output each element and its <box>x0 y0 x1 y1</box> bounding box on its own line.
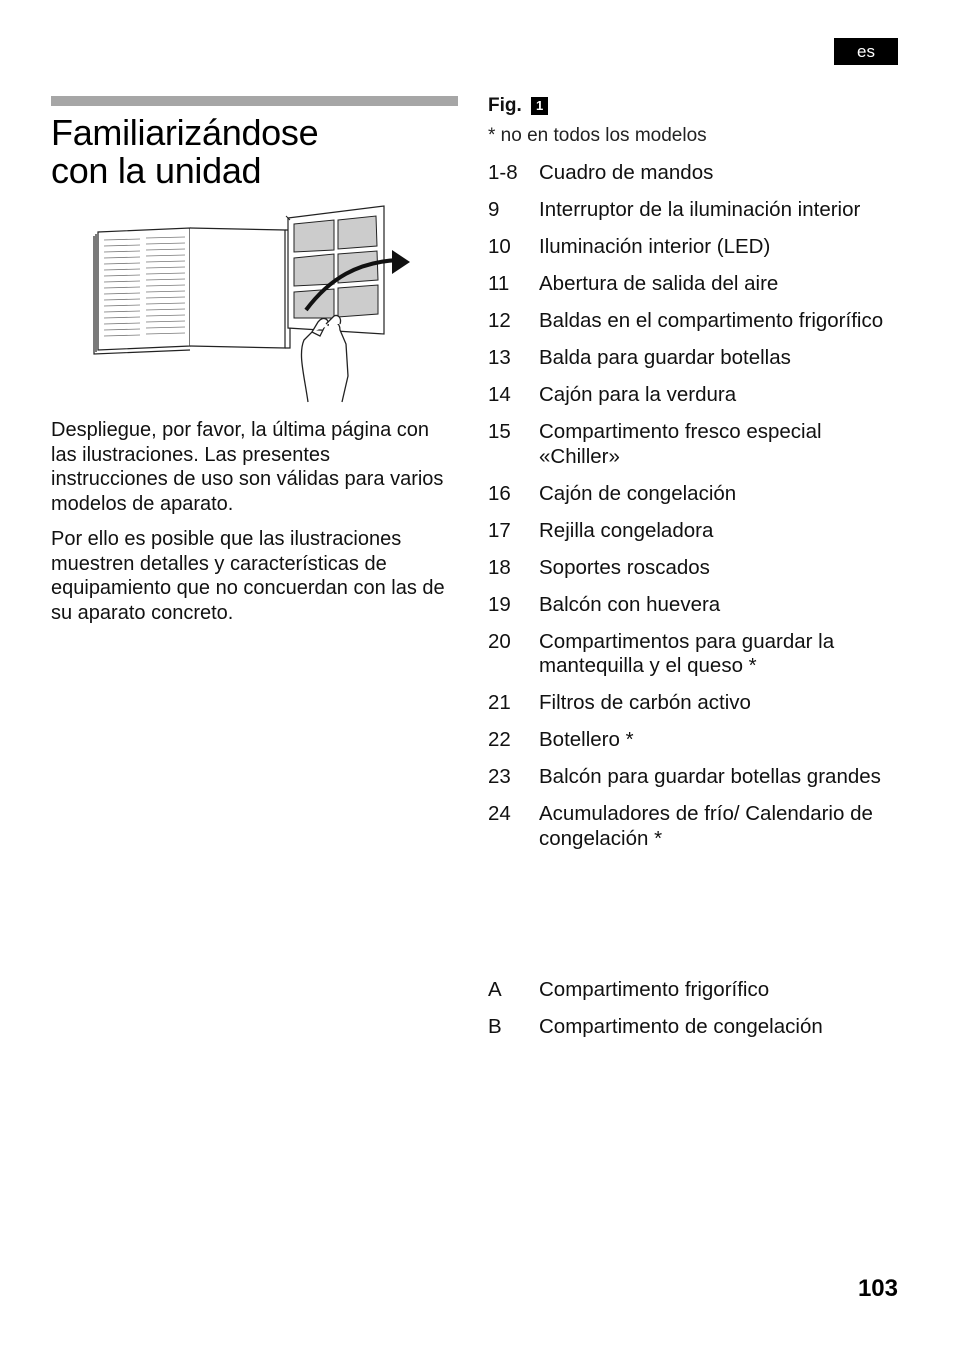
legend-item <box>488 420 908 469</box>
unfold-manual-illustration <box>90 204 415 404</box>
legend-item-number: 16 <box>488 481 511 505</box>
legend-item <box>488 765 908 790</box>
legend-item-number: 11 <box>488 272 510 295</box>
legend-item-number: 13 <box>488 346 511 369</box>
legend-item <box>488 272 908 297</box>
figure-label <box>488 94 908 118</box>
figure-number-badge: 1 <box>531 97 548 115</box>
legend-item-label: Cajón de congelación <box>539 481 737 505</box>
legend-item-number: 12 <box>488 309 511 332</box>
legend-item <box>488 161 908 186</box>
page-title-line-2: con la unidad <box>51 150 262 191</box>
language-tab: es <box>834 38 898 65</box>
legend-item-number: 18 <box>488 555 511 579</box>
legend-item-number: 9 <box>488 198 500 221</box>
legend-item <box>488 556 908 581</box>
legend-item-label: Compartimento fresco especial «Chiller» <box>539 420 822 468</box>
legend-item-label: Cajón para la verdura <box>539 383 737 406</box>
legend-item-label: Cuadro de mandos <box>539 161 714 184</box>
legend-item <box>488 519 908 544</box>
legend-item-number: 20 <box>488 629 511 653</box>
legend-item <box>488 198 908 223</box>
legend-item <box>488 630 908 679</box>
figure-label-text: Fig. <box>488 95 522 116</box>
legend-item-number: 19 <box>488 592 511 616</box>
legend-item <box>488 346 908 371</box>
legend-item <box>488 235 908 260</box>
legend-item <box>488 978 908 1003</box>
footnote: * no en todos los modelos <box>488 125 707 146</box>
legend-item-label: Compartimento de congelación <box>539 1015 823 1038</box>
legend-item-label: Iluminación interior (LED) <box>539 235 771 258</box>
legend-item-number: 10 <box>488 235 511 258</box>
intro-text <box>51 418 446 636</box>
compartments-list <box>488 978 908 1052</box>
legend-item <box>488 728 908 753</box>
page-number: 103 <box>857 1275 898 1302</box>
legend-item-number: B <box>488 1015 502 1038</box>
legend-item-number: 24 <box>488 802 511 825</box>
legend-item-label: Acumuladores de frío/ Calendario de congelación * <box>539 802 873 850</box>
legend-item-label: Balcón con huevera <box>539 592 721 616</box>
legend-item <box>488 309 908 334</box>
page-title-line-1: Familiarizándose <box>51 112 319 153</box>
legend-item-label: Rejilla congeladora <box>539 518 714 542</box>
legend-item <box>488 593 908 618</box>
page-title <box>51 114 471 190</box>
legend-item-number: 22 <box>488 728 511 751</box>
section-rule <box>51 96 458 106</box>
legend-item-label: Soportes roscados <box>539 555 710 579</box>
legend-item-label: Interruptor de la iluminación interior <box>539 198 861 221</box>
legend-item-label: Balcón para guardar botellas grandes <box>539 765 881 788</box>
legend-item-label: Botellero * <box>539 728 634 751</box>
legend-item-number: 14 <box>488 383 511 406</box>
legend-item <box>488 482 908 507</box>
legend-item-label: Baldas en el compartimento frigorífico <box>539 309 884 332</box>
legend-item-label: Compartimento frigorífico <box>539 978 770 1001</box>
intro-paragraph: Despliegue, por favor, la última página con las ilustraciones. Las presentes instrucciones de uso son válidas para varios modelos de aparato. <box>51 419 444 515</box>
legend-item-number: A <box>488 978 502 1001</box>
parts-list <box>488 161 908 851</box>
legend-item-label: Balda para guardar botellas <box>539 346 791 369</box>
legend-item <box>488 802 908 851</box>
legend-item-number: 15 <box>488 420 511 443</box>
legend-item-label: Filtros de carbón activo <box>539 691 751 714</box>
legend-item <box>488 691 908 716</box>
legend-item-number: 23 <box>488 765 511 788</box>
legend-item <box>488 1015 908 1040</box>
legend-item-number: 17 <box>488 518 511 542</box>
legend-item-number: 1-8 <box>488 161 518 184</box>
intro-paragraph: Por ello es posible que las ilustraciones muestren detalles y características de equipamiento que no concuerdan con las de su aparato concreto. <box>51 528 445 624</box>
figure-legend <box>488 94 908 864</box>
legend-item-number: 21 <box>488 691 511 714</box>
legend-item-label: Abertura de salida del aire <box>539 272 779 295</box>
legend-item <box>488 383 908 408</box>
legend-item-label: Compartimentos para guardar la mantequilla y el queso * <box>539 629 835 677</box>
